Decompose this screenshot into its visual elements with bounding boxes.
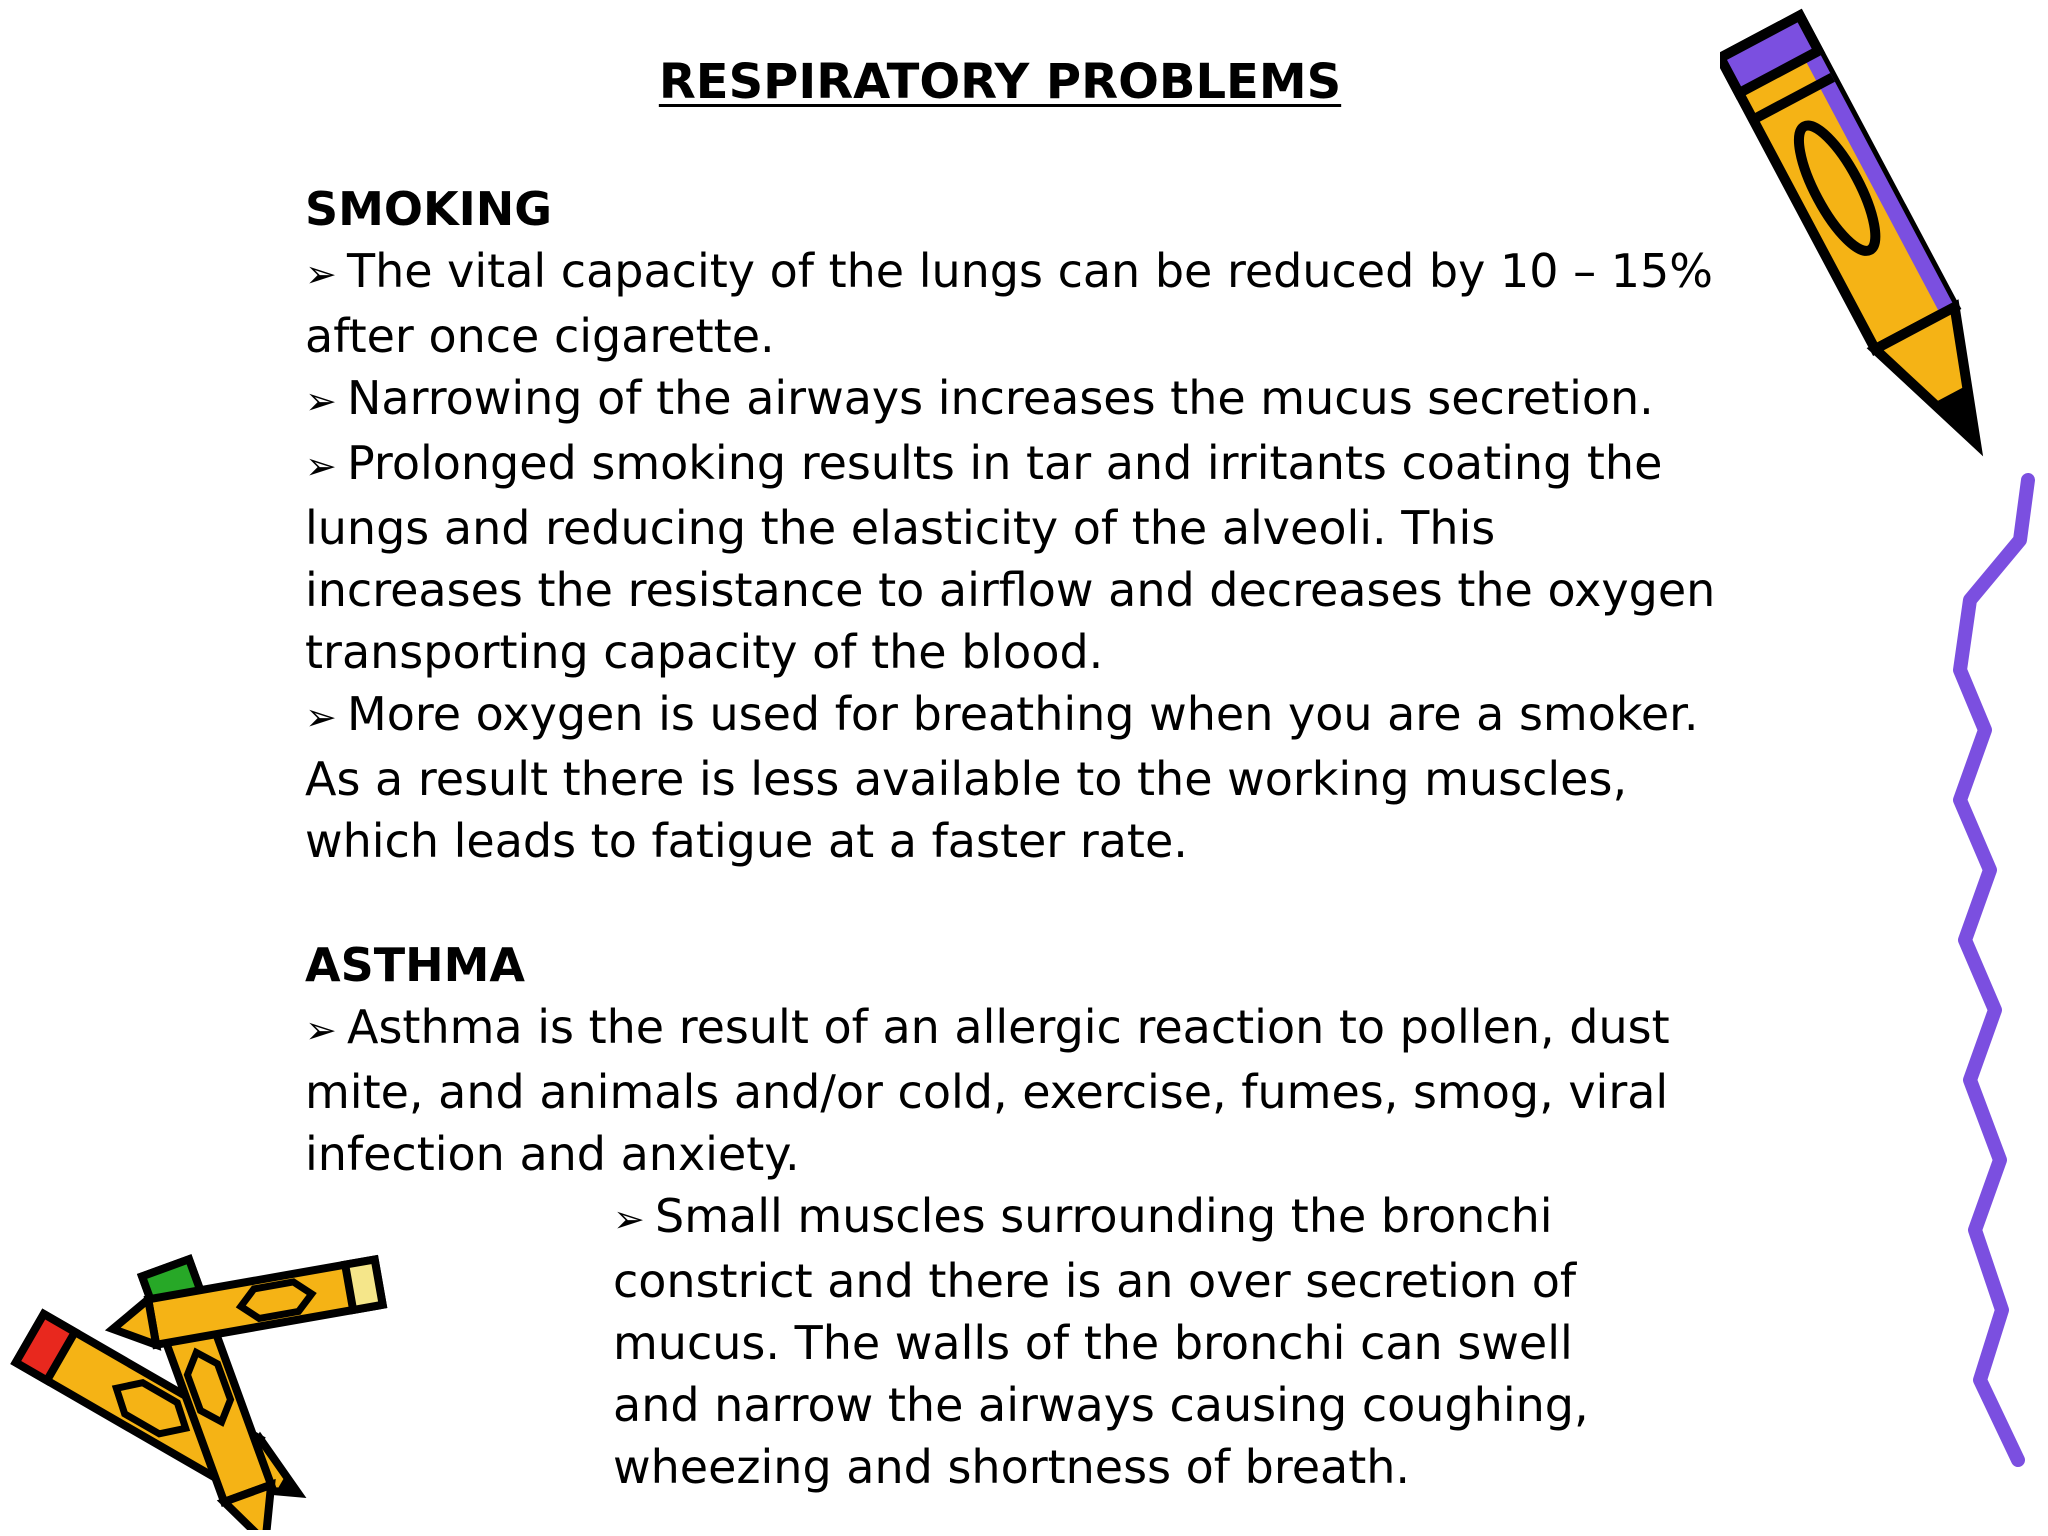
section-heading-asthma: ASTHMA [305,938,525,992]
pencil-clipart-icon [1720,0,2020,500]
bullet-arrow-icon: ➢ [613,1197,645,1241]
bullet-item [305,432,1725,683]
section-heading-smoking: SMOKING [305,182,553,236]
bullet-item [305,683,1725,872]
bullet-item [613,1185,1673,1498]
bullet-text: More oxygen is used for breathing when you are a smoker. As a result there is less available to the working muscles, which leads to fatigue at a faster rate. [305,687,1699,868]
bullet-arrow-icon: ➢ [305,1008,337,1052]
bullet-text: Asthma is the result of an allergic reaction to pollen, dust mite, and animals and/or cold, exercise, fumes, smog, viral infection and anxiety. [305,1000,1670,1181]
purple-squiggle-line [1940,470,2040,1470]
bullet-text: Small muscles surrounding the bronchi constrict and there is an over secretion of mucus. The walls of the bronchi can swell and narrow the airways causing coughing, wheezing and shortness of breath. [613,1189,1589,1494]
bullet-item [305,367,1725,432]
crossed-pencils-clipart-icon [0,1240,420,1530]
bullet-item [305,240,1725,367]
bullet-arrow-icon: ➢ [305,695,337,739]
bullet-arrow-icon: ➢ [305,379,337,423]
bullet-arrow-icon: ➢ [305,444,337,488]
bullet-item [305,996,1725,1185]
bullet-arrow-icon: ➢ [305,252,337,296]
page-title: RESPIRATORY PROBLEMS [658,54,1342,110]
slide-content [305,178,1725,1498]
bullet-text: Narrowing of the airways increases the mucus secretion. [347,371,1654,425]
bullet-text: The vital capacity of the lungs can be reduced by 10 – 15% after once cigarette. [305,244,1713,363]
section-spacer [305,872,1725,934]
bullet-text: Prolonged smoking results in tar and irritants coating the lungs and reducing the elasticity of the alveoli. This increases the resistance to airflow and decreases the oxygen transporting capacity of the blood. [305,436,1716,679]
